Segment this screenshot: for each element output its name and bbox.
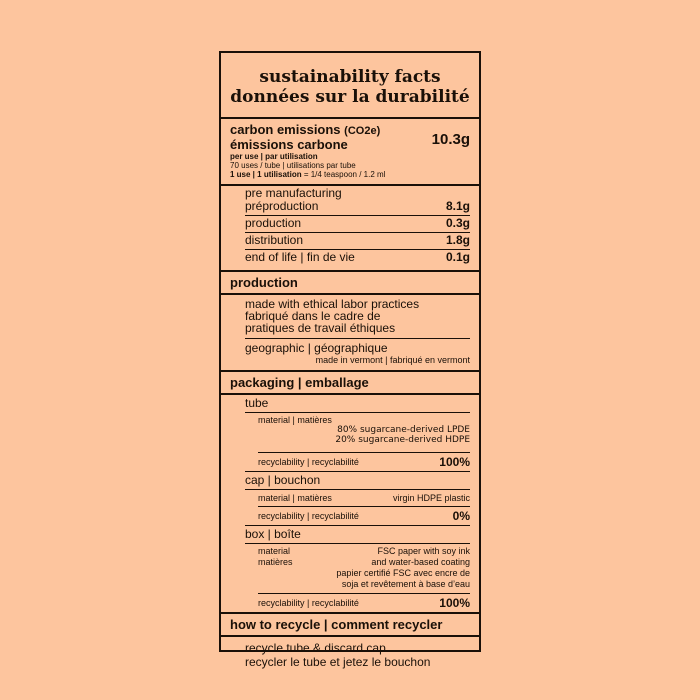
- ethics-en: made with ethical labor practices: [245, 297, 420, 311]
- breakdown-value: 0.1g: [445, 250, 470, 264]
- box-mat-fr-2: soja et revêtement à base d’eau: [341, 579, 470, 589]
- box-details: [245, 544, 470, 612]
- geo-value: made in vermont | fabriqué en vermont: [315, 355, 470, 365]
- breakdown-row: [245, 216, 470, 233]
- recycle-en: recycle tube & discard cap: [245, 641, 386, 655]
- use-def-label: 1 use | 1 utilisation: [230, 170, 302, 179]
- tube-details: [245, 413, 470, 471]
- sustainability-label: [219, 51, 481, 669]
- box-material-en: material: [258, 546, 291, 556]
- tube-heading: tube: [245, 395, 470, 413]
- cap-recyclability-label: recyclability | recyclabilité: [258, 511, 359, 521]
- tube-material-1: 80% sugarcane-derived LPDE: [337, 425, 470, 435]
- packaging-heading: packaging | emballage: [221, 372, 479, 395]
- packaging-section: [221, 395, 479, 614]
- uses-per-tube: 70 uses / tube | utilisations par tube: [230, 161, 356, 170]
- tube-material-2: 20% sugarcane-derived HDPE: [335, 435, 470, 445]
- cap-material-label: material | matières: [258, 493, 332, 503]
- breakdown-row: [245, 186, 470, 216]
- carbon-value: 10.3g: [431, 131, 470, 148]
- cap-heading: cap | bouchon: [245, 471, 470, 490]
- cap-material: virgin HDPE plastic: [392, 493, 470, 503]
- box-recyclability-label: recyclability | recyclabilité: [258, 598, 359, 608]
- cap-details: [245, 490, 470, 525]
- breakdown-value: 0.3g: [445, 216, 470, 230]
- box-mat-en-2: and water-based coating: [371, 557, 470, 567]
- breakdown-label: end of life | fin de vie: [245, 250, 355, 264]
- emissions-breakdown: [221, 186, 479, 272]
- carbon-unit: (CO2e): [344, 125, 381, 137]
- breakdown-value: 1.8g: [445, 233, 470, 247]
- tube-recyclability: 100%: [439, 455, 470, 469]
- tube-recyclability-label: recyclability | recyclabilité: [258, 457, 359, 467]
- box-mat-en-1: FSC paper with soy ink: [377, 546, 470, 556]
- ethics-fr-1: fabriqué dans le cadre de: [245, 309, 381, 323]
- carbon-section: [221, 119, 479, 186]
- ethics-fr-2: pratiques de travail éthiques: [245, 321, 396, 335]
- box-heading: box | boîte: [245, 525, 470, 544]
- production-section: [221, 295, 479, 372]
- breakdown-label: distribution: [245, 233, 304, 247]
- carbon-label-fr: émissions carbone: [230, 137, 348, 152]
- tube-material-label: material | matières: [258, 415, 332, 425]
- cap-recyclability: 0%: [452, 509, 470, 523]
- recycle-fr: recycler le tube et jetez le bouchon: [245, 655, 431, 669]
- title-fr: données sur la durabilité: [230, 87, 470, 107]
- breakdown-label: production: [245, 216, 302, 230]
- use-def: = 1/4 teaspoon / 1.2 ml: [301, 170, 386, 179]
- box-mat-fr-1: papier certifié FSC avec encre de: [336, 568, 470, 578]
- breakdown-label-fr: préproduction: [245, 199, 319, 213]
- per-use: per use | par utilisation: [230, 152, 318, 161]
- label-title: [221, 53, 479, 119]
- recycle-section: [221, 637, 479, 669]
- box-recyclability: 100%: [439, 596, 470, 610]
- box-material-fr: matières: [258, 557, 293, 567]
- breakdown-value: 8.1g: [445, 199, 470, 213]
- breakdown-label: pre manufacturing: [245, 186, 342, 200]
- production-heading: production: [221, 272, 479, 295]
- carbon-label-en: carbon emissions: [230, 122, 341, 137]
- breakdown-row: [245, 233, 470, 250]
- recycle-heading: how to recycle | comment recycler: [221, 614, 479, 637]
- geo-label: geographic | géographique: [245, 341, 388, 355]
- title-en: sustainability facts: [259, 67, 441, 87]
- breakdown-row: [245, 250, 470, 266]
